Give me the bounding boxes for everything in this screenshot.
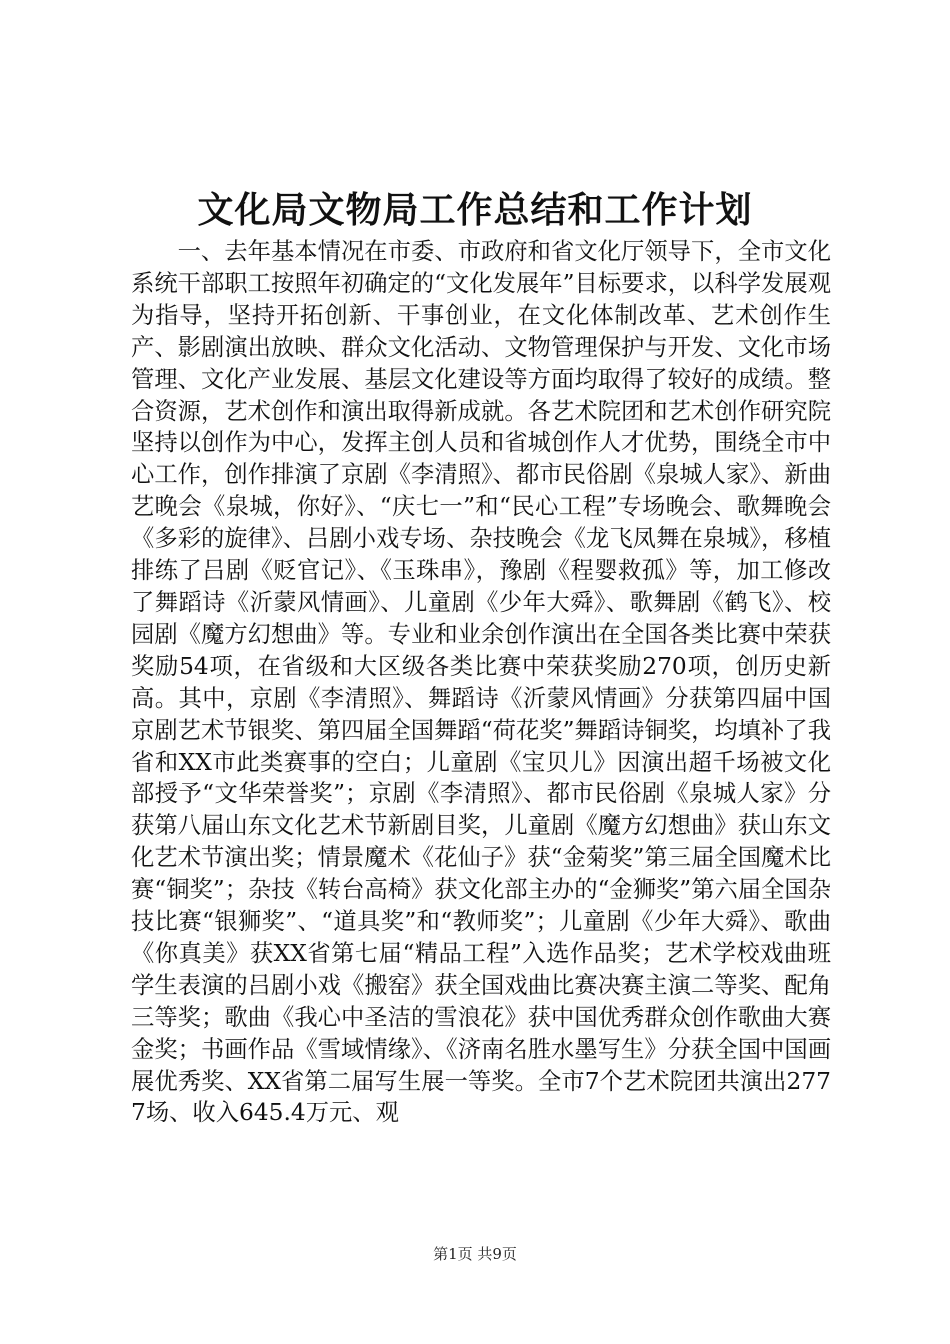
page-number-footer: 第1页 共9页: [433, 1245, 517, 1263]
body-paragraph: 一、去年基本情况在市委、市政府和省文化厅领导下，全市文化系统干部职工按照年初确定的“文化发展年”目标要求，以科学发展观为指导，坚持开拓创新、干事创业，在文化体制改革、艺术创作生产、影剧演出放映、群众文化活动、文物管理保护与开发、文化市场管理、文化产业发展、基层文化建设等方面均取得了较好的成绩。整合资源，艺术创作和演出取得新成就。各艺术院团和艺术创作研究院坚持以创作为中心，发挥主创人员和省城创作人才优势，围绕全市中心工作，创作排演了京剧《李清照》、都市民俗剧《泉城人家》、新曲艺晚会《泉城，你好》、“庆七一”和“民心工程”专场晚会、歌舞晚会《多彩的旋律》、吕剧小戏专场、杂技晚会《龙飞凤舞在泉城》，移植排练了吕剧《贬官记》、《玉珠串》，豫剧《程婴救孤》等，加工修改了舞蹈诗《沂蒙风情画》、儿童剧《少年大舜》、歌舞剧《鹤飞》、校园剧《魔方幻想曲》等。专业和业余创作演出在全国各类比赛中荣获奖励54项，在省级和大区级各类比赛中荣获奖励270项，创历史新高。其中，京剧《李清照》、舞蹈诗《沂蒙风情画》分获第四届中国京剧艺术节银奖、第四届全国舞蹈“荷花奖”舞蹈诗铜奖，均填补了我省和XX市此类赛事的空白；儿童剧《宝贝儿》因演出超千场被文化部授予“文华荣誉奖”；京剧《李清照》、都市民俗剧《泉城人家》分获第八届山东文化艺术节新剧目奖，儿童剧《魔方幻想曲》获山东文化艺术节演出奖；情景魔术《花仙子》获“金菊奖”第三届全国魔术比赛“铜奖”；杂技《转台高椅》获文化部主办的“金狮奖”第六届全国杂技比赛“银狮奖”、“道具奖”和“教师奖”；儿童剧《少年大舜》、歌曲《你真美》获XX省第七届“精品工程”入选作品奖；艺术学校戏曲班学生表演的吕剧小戏《搬窑》获全国戏曲比赛决赛主演二等奖、配角三等奖；歌曲《我心中圣洁的雪浪花》获中国优秀群众创作歌曲大赛金奖；书画作品《雪域情缘》、《济南名胜水墨写生》分获全国中国画展优秀奖、XX省第二届写生展一等奖。全市7个艺术院团共演出2777场、收入645.4万元、观: [131, 238, 831, 1127]
document-title: 文化局文物局工作总结和工作计划: [197, 189, 753, 231]
